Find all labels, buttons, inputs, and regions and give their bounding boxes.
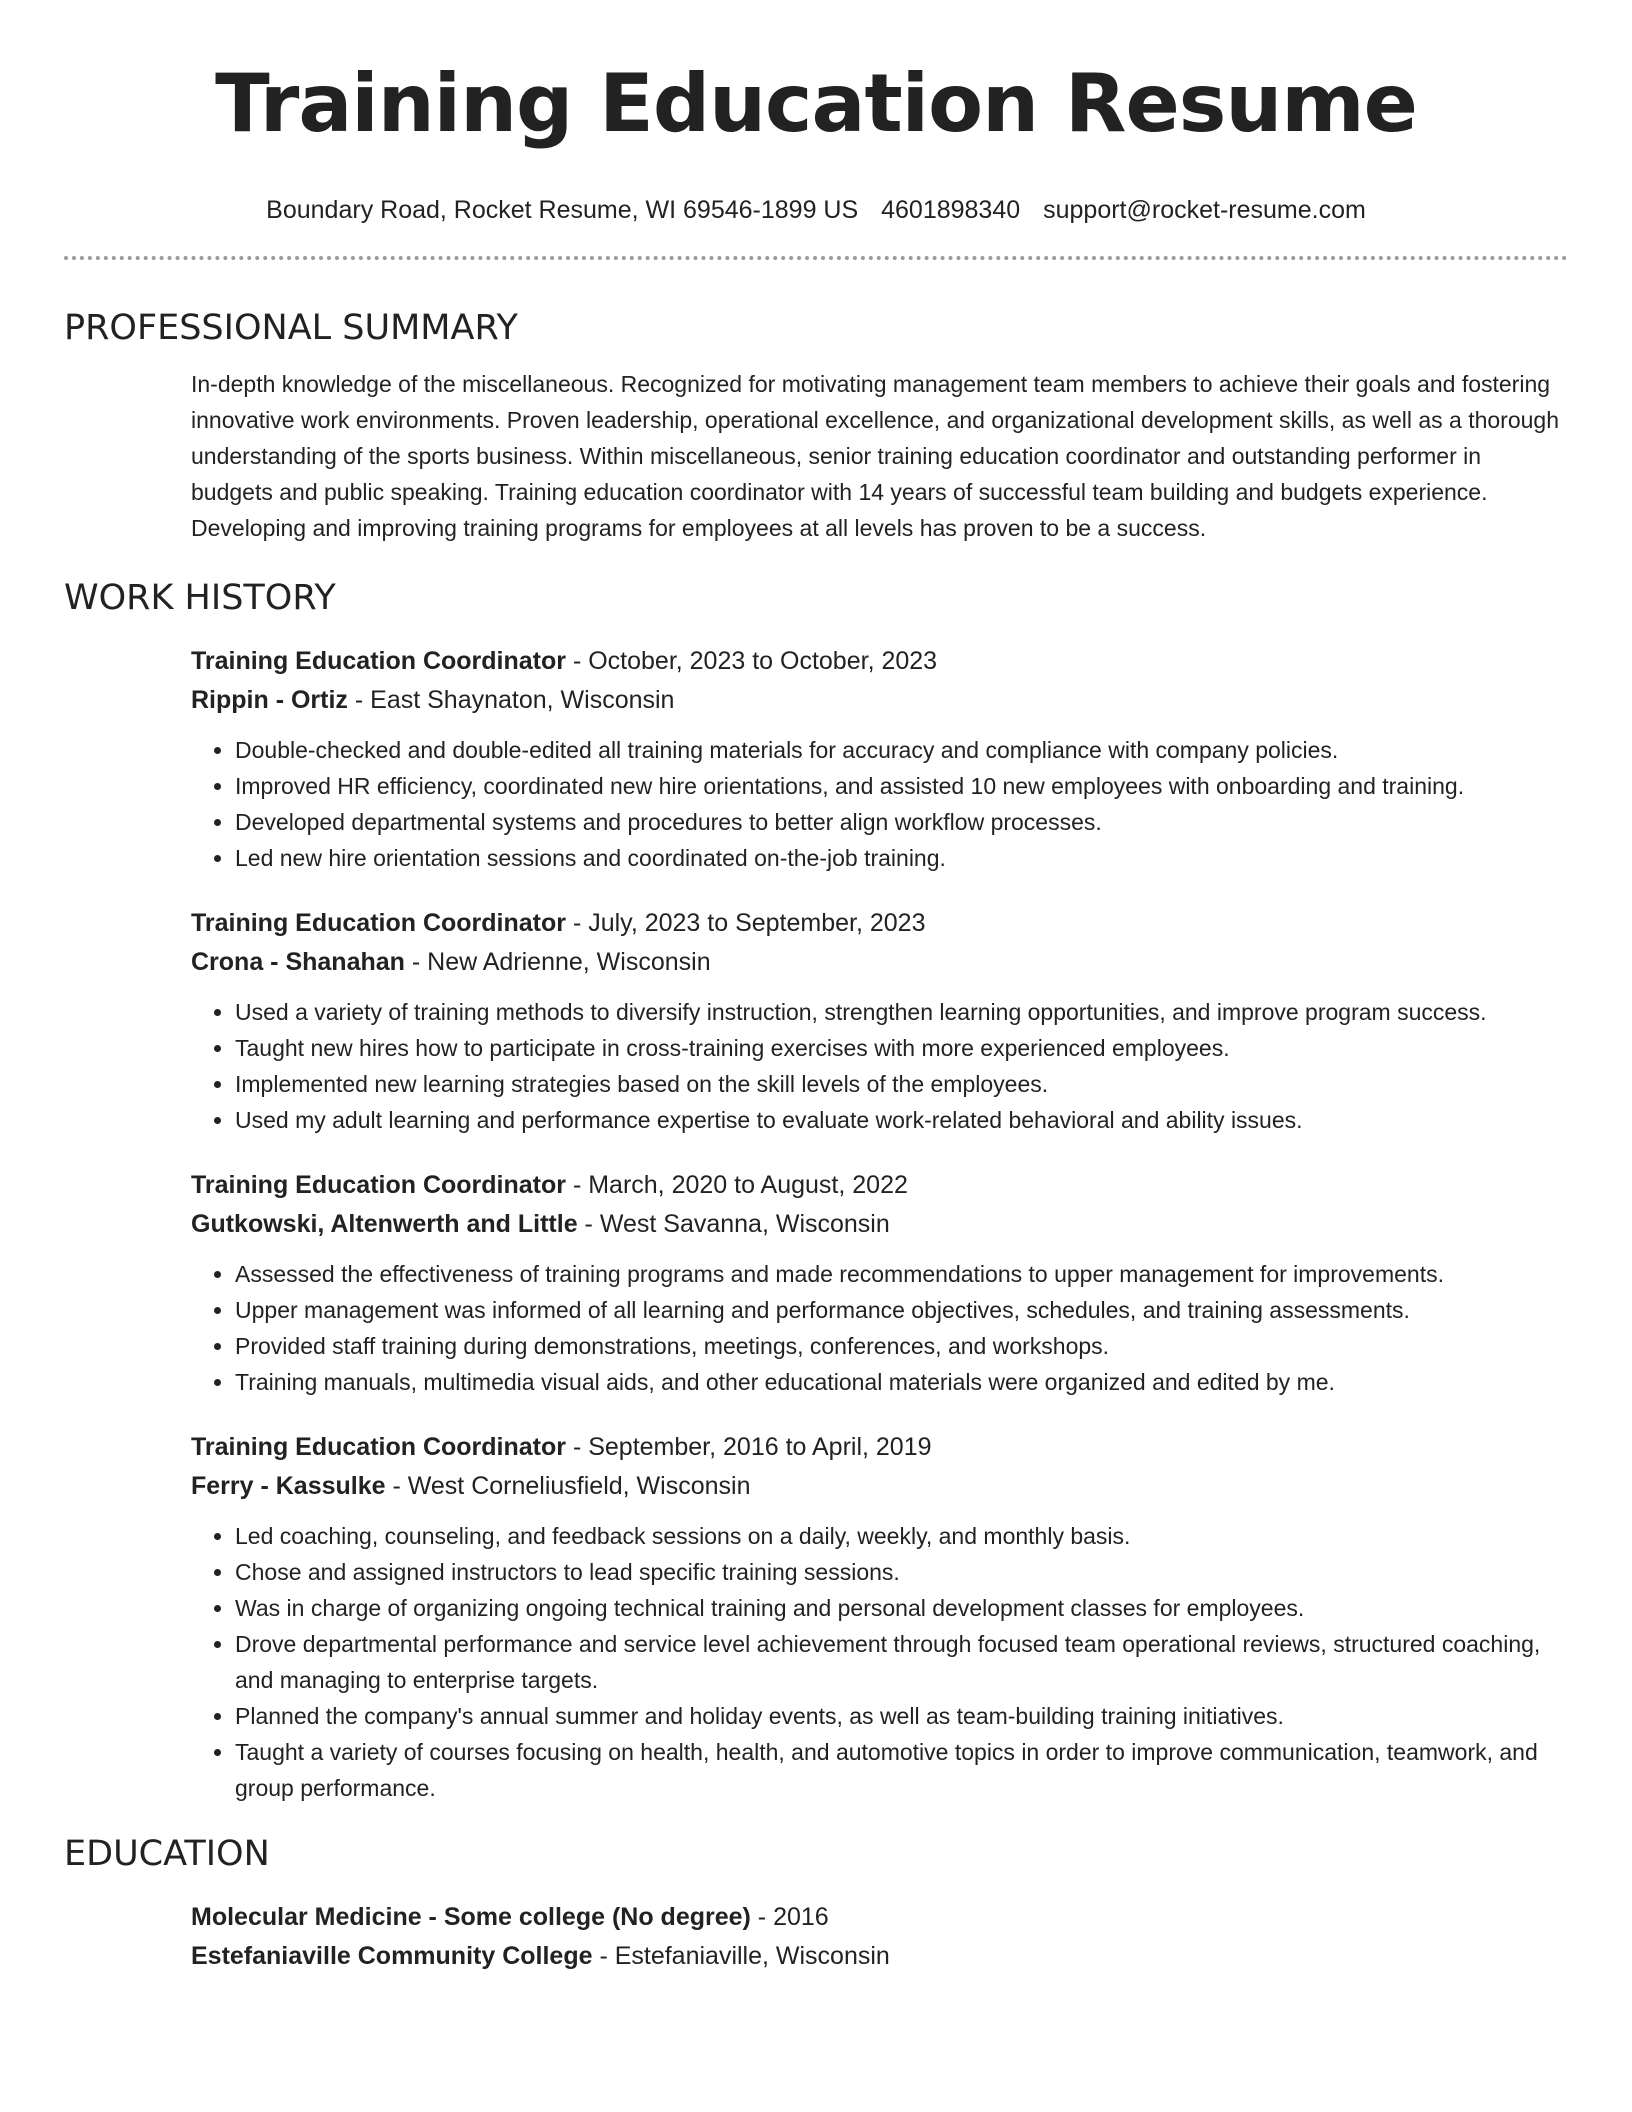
- job-company: Ferry - Kassulke: [191, 1472, 386, 1500]
- job-dates: - September, 2016 to April, 2019: [566, 1433, 932, 1461]
- job-company-line: [191, 1467, 1568, 1506]
- job-entry: [191, 904, 1568, 1138]
- job-title-line: [191, 642, 1568, 681]
- job-bullet: • Taught a variety of courses focusing on health, health, and automotive topics in order to improve communication, teamwork, and group performance.: [235, 1734, 1568, 1806]
- job-bullets: [191, 1256, 1568, 1400]
- education-degree-line: [191, 1898, 1568, 1937]
- job-bullet: • Was in charge of organizing ongoing technical training and personal development classes for employees.: [235, 1590, 1568, 1626]
- job-title-line: [191, 1166, 1568, 1205]
- education-school: Estefaniaville Community College: [191, 1942, 593, 1970]
- job-location: - East Shaynaton, Wisconsin: [347, 686, 675, 714]
- job-bullets: [191, 994, 1568, 1138]
- contact-line: [64, 194, 1568, 226]
- resume-title: Training Education Resume: [215, 57, 1417, 150]
- job-bullet: • Drove departmental performance and service level achievement through focused team operational reviews, structured coaching, and managing to enterprise targets.: [235, 1626, 1568, 1698]
- job-company: Crona - Shanahan: [191, 948, 405, 976]
- section-title-education: EDUCATION: [64, 1834, 270, 1874]
- job-bullet: • Provided staff training during demonstrations, meetings, conferences, and workshops.: [235, 1328, 1568, 1364]
- summary-text: In-depth knowledge of the miscellaneous. Recognized for motivating management team members to achieve their goals and fostering innovative work environments. Proven leadership, operational excellence, and organizational development skills, as well as a thorough understanding of the sports business. Within miscellaneous, senior training education coordinator and outstanding performer in budgets and public speaking. Training education coordinator with 14 years of successful team building and budgets experience. Developing and improving training programs for employees at all levels has proven to be a success.: [191, 371, 1560, 541]
- job-bullet: • Training manuals, multimedia visual aids, and other educational materials were organized and edited by me.: [235, 1364, 1568, 1400]
- header-divider: [64, 256, 1568, 260]
- job-bullet: • Used my adult learning and performance expertise to evaluate work-related behavioral and ability issues.: [235, 1102, 1568, 1138]
- section-title-summary: PROFESSIONAL SUMMARY: [64, 308, 518, 348]
- job-bullet: • Developed departmental systems and procedures to better align workflow processes.: [235, 804, 1568, 840]
- job-company-line: [191, 943, 1568, 982]
- job-role: Training Education Coordinator: [191, 1171, 566, 1199]
- job-role: Training Education Coordinator: [191, 1433, 566, 1461]
- job-bullet: • Planned the company's annual summer and holiday events, as well as team-building training initiatives.: [235, 1698, 1568, 1734]
- job-bullet: • Chose and assigned instructors to lead specific training sessions.: [235, 1554, 1568, 1590]
- section-title-work-history: WORK HISTORY: [64, 578, 336, 618]
- job-dates: - July, 2023 to September, 2023: [566, 909, 926, 937]
- job-bullet: • Double-checked and double-edited all training materials for accuracy and compliance with company policies.: [235, 732, 1568, 768]
- resume-page: [64, 0, 1568, 1976]
- job-entry: [191, 1166, 1568, 1400]
- job-company-line: [191, 1205, 1568, 1244]
- education-year: - 2016: [750, 1903, 829, 1931]
- job-bullets: [191, 732, 1568, 876]
- job-bullet: • Taught new hires how to participate in cross-training exercises with more experienced employees.: [235, 1030, 1568, 1066]
- job-bullet: • Assessed the effectiveness of training programs and made recommendations to upper management for improvements.: [235, 1256, 1568, 1292]
- job-dates: - March, 2020 to August, 2022: [566, 1171, 908, 1199]
- contact-phone: 4601898340: [881, 196, 1021, 224]
- job-company: Rippin - Ortiz: [191, 686, 348, 714]
- job-title-line: [191, 1428, 1568, 1467]
- job-bullets: [191, 1518, 1568, 1806]
- job-title-line: [191, 904, 1568, 943]
- job-bullet: • Upper management was informed of all learning and performance objectives, schedules, and training assessments.: [235, 1292, 1568, 1328]
- job-dates: - October, 2023 to October, 2023: [566, 647, 938, 675]
- job-bullet: • Implemented new learning strategies based on the skill levels of the employees.: [235, 1066, 1568, 1102]
- job-location: - New Adrienne, Wisconsin: [404, 948, 711, 976]
- job-bullet: • Led new hire orientation sessions and coordinated on-the-job training.: [235, 840, 1568, 876]
- job-location: - West Savanna, Wisconsin: [577, 1210, 890, 1238]
- education-entry: [191, 1898, 1568, 1976]
- job-company: Gutkowski, Altenwerth and Little: [191, 1210, 578, 1238]
- job-entry: [191, 642, 1568, 876]
- job-role: Training Education Coordinator: [191, 909, 566, 937]
- job-bullet: • Improved HR efficiency, coordinated new hire orientations, and assisted 10 new employees with onboarding and training.: [235, 768, 1568, 804]
- job-entry: [191, 1428, 1568, 1806]
- job-location: - West Corneliusfield, Wisconsin: [385, 1472, 751, 1500]
- job-company-line: [191, 681, 1568, 720]
- job-bullet: • Led coaching, counseling, and feedback sessions on a daily, weekly, and monthly basis.: [235, 1518, 1568, 1554]
- education-location: - Estefaniaville, Wisconsin: [592, 1942, 890, 1970]
- education-school-line: [191, 1937, 1568, 1976]
- job-bullet: • Used a variety of training methods to diversify instruction, strengthen learning opportunities, and improve program success.: [235, 994, 1568, 1030]
- contact-address: Boundary Road, Rocket Resume, WI 69546-1899 US: [266, 196, 859, 224]
- job-role: Training Education Coordinator: [191, 647, 566, 675]
- contact-email[interactable]: support@rocket-resume.com: [1043, 196, 1366, 224]
- education-degree: Molecular Medicine - Some college (No degree): [191, 1903, 751, 1931]
